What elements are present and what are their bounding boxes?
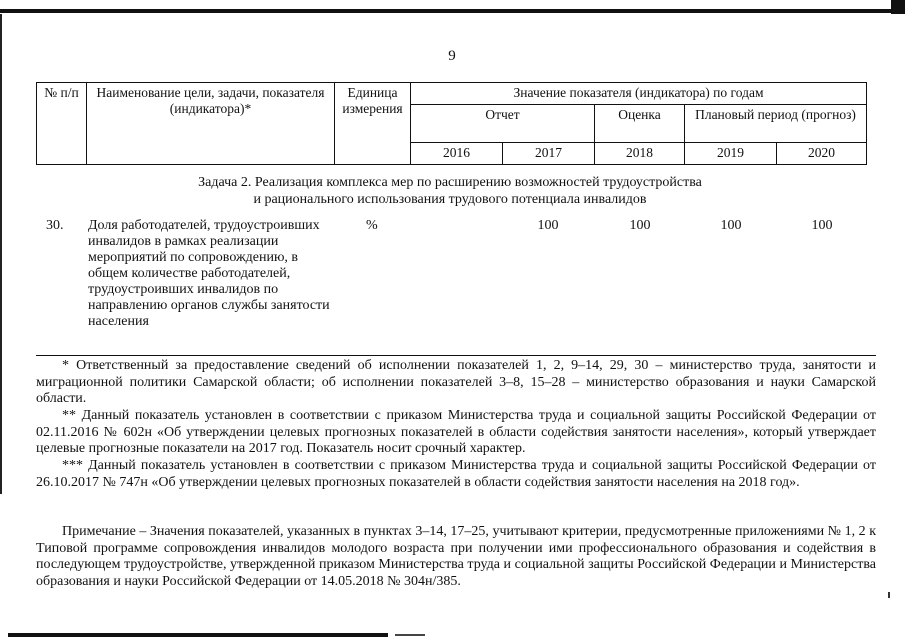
row-value-2017: 100 xyxy=(537,218,559,233)
row-indicator-name: Доля работодателей, трудоустроивших инвалидов в рамках реализации мероприятий по сопровождению, в общем количестве работодателей, трудоустроивших инвалидов по направлению органов службы занятости населения xyxy=(88,218,330,329)
footnote-1: * Ответственный за предоставление сведений об исполнении показателей 1, 2, 9–14, 29, 30 – министерство труда, занятости и миграционной политики Самарской области; об исполнении показателей 3–8, 15–28 – министерство образования и науки Самарской области. xyxy=(36,358,876,406)
header-group-plan: Плановый период (прогноз) xyxy=(685,105,867,143)
scan-border-bottom xyxy=(0,633,905,640)
row-value-2019: 100 xyxy=(720,218,742,233)
header-year-2017: 2017 xyxy=(503,143,595,165)
scan-speck xyxy=(888,592,890,598)
header-col-number: № п/п xyxy=(37,83,87,165)
note-paragraph: Примечание – Значения показателей, указанных в пунктах 3–14, 17–25, учитывают критерии, предусмотренные приложениями № 1, 2 к Типовой программе сопровождения инвалидов молодого возраста при получении ими профессионального образования и содействия в последующем трудоустройстве, утвержденной приказом Министерства труда и социальной защиты Российской Федерации и Министерства образования и науки Российской Федерации от 14.05.2018 № 304н/385. xyxy=(36,524,876,589)
row-number: 30. xyxy=(46,218,64,233)
header-col-values: Значение показателя (индикатора) по годам xyxy=(411,83,867,105)
header-col-name: Наименование цели, задачи, показателя (индикатора)* xyxy=(87,83,335,165)
header-col-unit: Единица измерения xyxy=(335,83,411,165)
header-year-2018: 2018 xyxy=(595,143,685,165)
task-title xyxy=(150,174,750,208)
scan-border-top xyxy=(0,0,905,14)
task-title-line-2: и рационального использования трудового потенциала инвалидов xyxy=(253,192,647,207)
header-year-2016: 2016 xyxy=(411,143,503,165)
row-unit: % xyxy=(366,218,378,233)
header-group-estimate: Оценка xyxy=(595,105,685,143)
footnote-2: ** Данный показатель установлен в соответствии с приказом Министерства труда и социальной защиты Российской Федерации от 02.11.2016 № 602н «Об утверждении целевых прогнозных показателей в области содействия занятости населения», который утверждает целевые прогнозные показатели на 2017 год. Показатель носит срочный характер. xyxy=(36,408,876,456)
scan-border-left xyxy=(0,14,2,494)
footnote-divider xyxy=(36,355,876,356)
header-group-report: Отчет xyxy=(411,105,595,143)
header-year-2020: 2020 xyxy=(777,143,867,165)
row-value-2020: 100 xyxy=(811,218,833,233)
page-number: 9 xyxy=(448,48,456,64)
row-value-2018: 100 xyxy=(629,218,651,233)
indicator-table-header xyxy=(36,82,867,165)
header-year-2019: 2019 xyxy=(685,143,777,165)
footnote-3: *** Данный показатель установлен в соответствии с приказом Министерства труда и социальной защиты Российской Федерации от 26.10.2017 № 747н «Об утверждении целевых прогнозных показателей в области содействия занятости населения на 2018 год». xyxy=(36,458,876,490)
task-title-line-1: Задача 2. Реализация комплекса мер по расширению возможностей трудоустройства xyxy=(198,175,702,190)
